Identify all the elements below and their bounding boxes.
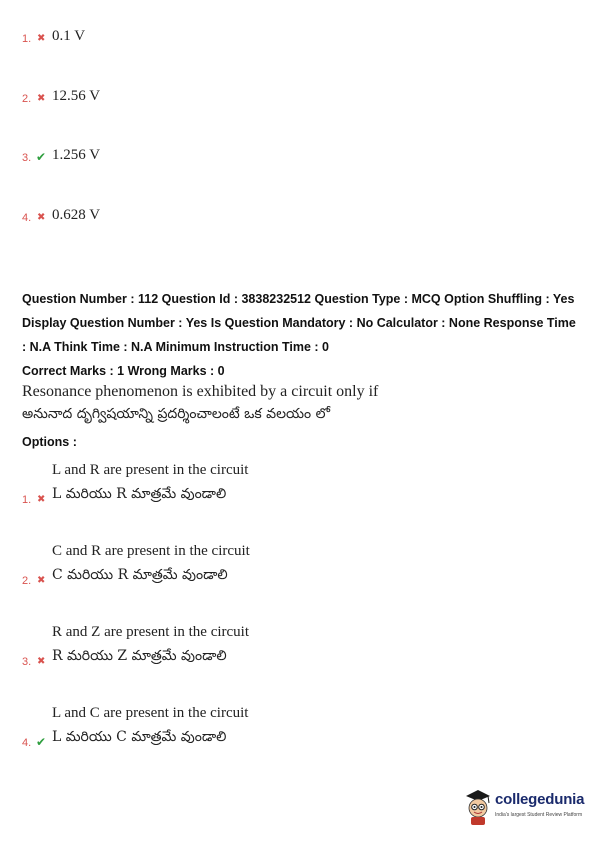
option-3-text-telugu: R మరియు Z మాత్రమే వుండాలి bbox=[52, 648, 227, 664]
question-text-english: Resonance phenomenon is exhibited by a circuit only if bbox=[22, 383, 379, 400]
prev-option-2-text: 12.56 V bbox=[52, 88, 101, 104]
options-label: Options : bbox=[22, 435, 77, 449]
marks-info: Correct Marks : 1 Wrong Marks : 0 bbox=[22, 364, 225, 378]
wrong-icon: ✖ bbox=[37, 656, 46, 667]
wrong-icon: ✖ bbox=[37, 33, 46, 44]
correct-icon: ✔ bbox=[36, 735, 47, 749]
option-1-text-telugu: L మరియు R మాత్రమే వుండాలి bbox=[52, 486, 227, 502]
option-1-number: 1. bbox=[22, 494, 32, 506]
prev-option-1-number: 1. bbox=[22, 33, 32, 45]
wrong-icon: ✖ bbox=[37, 93, 46, 104]
prev-option-1-text: 0.1 V bbox=[52, 28, 86, 44]
option-2-text-english: C and R are present in the circuit bbox=[52, 543, 250, 559]
question-text-telugu: అనునాద దృగ్విషయాన్ని ప్రదర్శించాలంటే ఒక వలయం లో bbox=[22, 406, 330, 422]
prev-option-2-number: 2. bbox=[22, 93, 32, 105]
option-3-text-english: R and Z are present in the circuit bbox=[52, 624, 250, 640]
question-meta-line-3: : N.A Think Time : N.A Minimum Instruction Time : 0 bbox=[22, 340, 329, 354]
prev-option-3-text: 1.256 V bbox=[52, 147, 101, 163]
prev-option-4-text: 0.628 V bbox=[52, 207, 101, 223]
wrong-icon: ✖ bbox=[37, 212, 46, 223]
wrong-icon: ✖ bbox=[37, 575, 46, 586]
prev-option-4-number: 4. bbox=[22, 212, 32, 224]
correct-icon: ✔ bbox=[36, 150, 47, 164]
wrong-icon: ✖ bbox=[37, 494, 46, 505]
option-2-text-telugu: C మరియు R మాత్రమే వుండాలి bbox=[52, 567, 228, 583]
question-meta-line-1: Question Number : 112 Question Id : 3838232512 Question Type : MCQ Option Shuffling : Yes bbox=[22, 292, 575, 306]
option-4-number: 4. bbox=[22, 737, 32, 749]
option-4-text-telugu: L మరియు C మాత్రమే వుండాలి bbox=[52, 729, 227, 745]
option-1-text-english: L and R are present in the circuit bbox=[52, 462, 249, 478]
option-2-number: 2. bbox=[22, 575, 32, 587]
mascot-icon bbox=[462, 788, 494, 826]
collegedunia-logo bbox=[462, 788, 592, 828]
logo-wordmark: collegedunia bbox=[495, 791, 585, 808]
option-3-number: 3. bbox=[22, 656, 32, 668]
question-meta-line-2: Display Question Number : Yes Is Question Mandatory : No Calculator : None Response Time bbox=[22, 316, 576, 330]
option-4-text-english: L and C are present in the circuit bbox=[52, 705, 249, 721]
prev-option-3-number: 3. bbox=[22, 152, 32, 164]
logo-tagline: India's largest Student Review Platform bbox=[495, 812, 583, 818]
